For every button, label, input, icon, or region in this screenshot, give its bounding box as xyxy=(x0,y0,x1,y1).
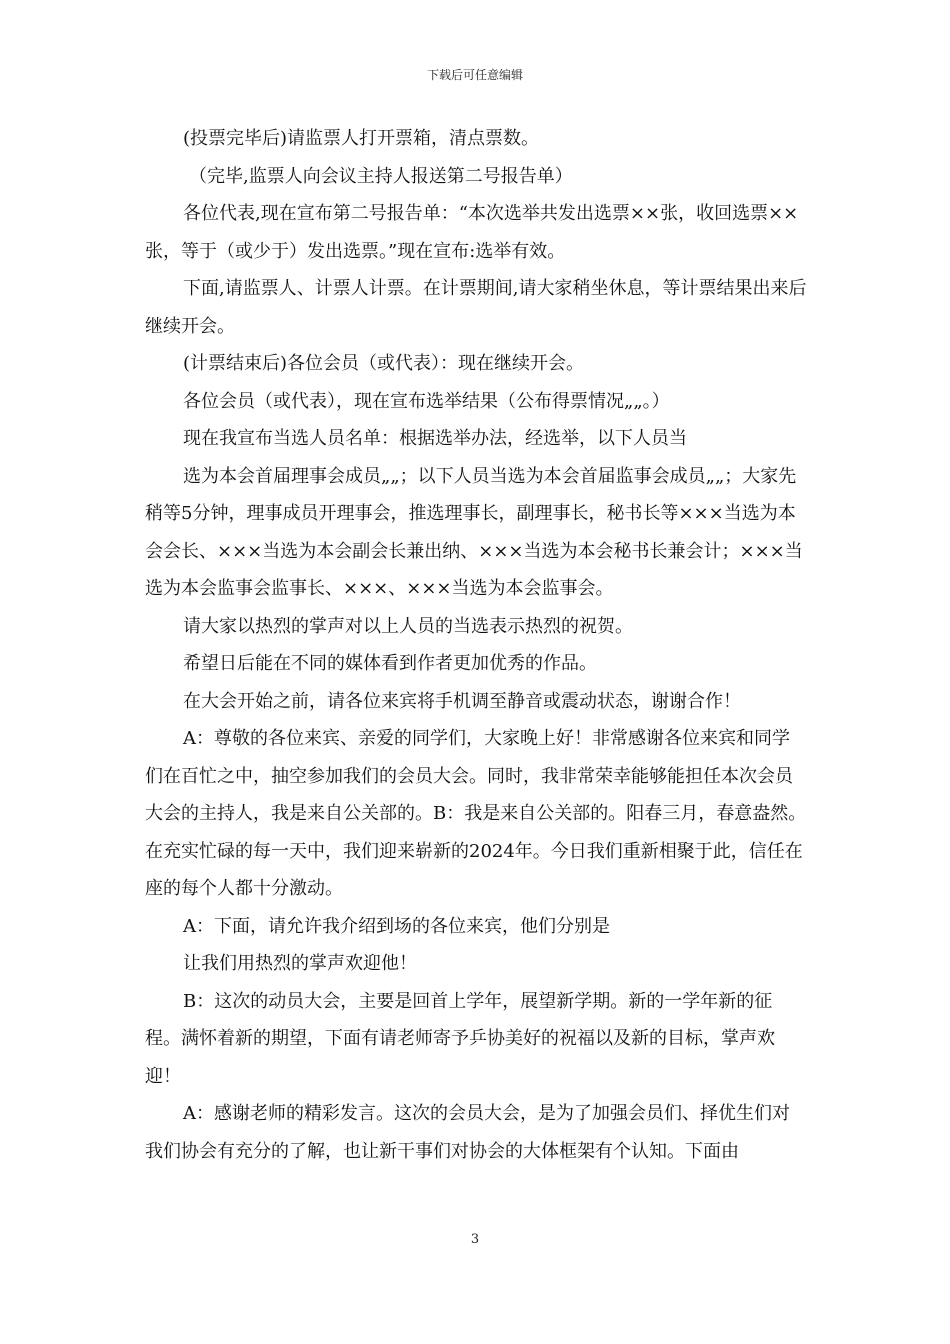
paragraph: 在大会开始之前，请各位来宾将手机调至静音或震动状态，谢谢合作！ xyxy=(183,690,741,712)
paragraph: A：感谢老师的精彩发言。这次的会员大会，是为了加强会员们、择优生们对我们协会有充分的了解，也让新干事们对协会的大体框架有个认知。下面由 xyxy=(145,1103,790,1162)
paragraph: 让我们用热烈的掌声欢迎他！ xyxy=(183,953,417,974)
page-number: 3 xyxy=(470,1232,480,1247)
paragraph: 现在我宣布当选人员名单：根据选举办法，经选举，以下人员当 xyxy=(183,428,687,449)
paragraph: B：这次的动员大会，主要是回首上学年，展望新学期。新的一学年新的征程。满怀着新的期望，下面有请老师寄予乒协美好的祝福以及新的目标，掌声欢迎！ xyxy=(145,990,775,1087)
paragraph: （完毕,监票人向会议主持人报送第二号报告单） xyxy=(189,165,573,187)
paragraph: A：尊敬的各位来宾、亲爱的同学们，大家晚上好！非常感谢各位来宾和同学们在百忙之中，抽空参加我们的会员大会。同时，我非常荣幸能够能担任本次会员大会的主持人，我是来自公关部的。B：我是来自公关部的。阳春三月，春意盎然。在充实忙碌的每一天中，我们迎来崭新的2024年。今日我们重新相聚于此，信任在座的每个人都十分激动。 xyxy=(145,728,807,899)
paragraph: 各位会员（或代表），现在宣布选举结果（公布得票情况„„。） xyxy=(183,390,670,412)
paragraph: 各位代表,现在宣布第二号报告单：“本次选举共发出选票××张，收回选票××张，等于（或少于）发出选票。”现在宣布:选举有效。 xyxy=(145,203,799,262)
paragraph: 请大家以热烈的掌声对以上人员的当选表示热烈的祝贺。 xyxy=(183,615,633,637)
paragraph: 选为本会首届理事会成员„„；以下人员当选为本会首届监事会成员„„；大家先稍等5分钟，理事成员开理事会，推选理事长，副理事长，秘书长等×××当选为本会会长、×××当选为本会副会长兼出纳、×××当选为本会秘书长兼会计；×××当选为本会监事会监事长、×××、×××当选为本会监事会。 xyxy=(145,465,803,599)
paragraph: A：下面，请允许我介绍到场的各位来宾，他们分别是 xyxy=(183,915,610,937)
page-header: 下载后可任意编辑 xyxy=(426,68,523,82)
paragraph: 希望日后能在不同的媒体看到作者更加优秀的作品。 xyxy=(183,653,597,674)
paragraph: 下面,请监票人、计票人计票。在计票期间,请大家稍坐休息，等计票结果出来后继续开会。 xyxy=(145,278,807,337)
paragraph: (计票结束后)各位会员（或代表）：现在继续开会。 xyxy=(183,353,585,374)
document-body xyxy=(145,120,807,1170)
paragraph: (投票完毕后)请监票人打开票箱，清点票数。 xyxy=(183,128,540,149)
